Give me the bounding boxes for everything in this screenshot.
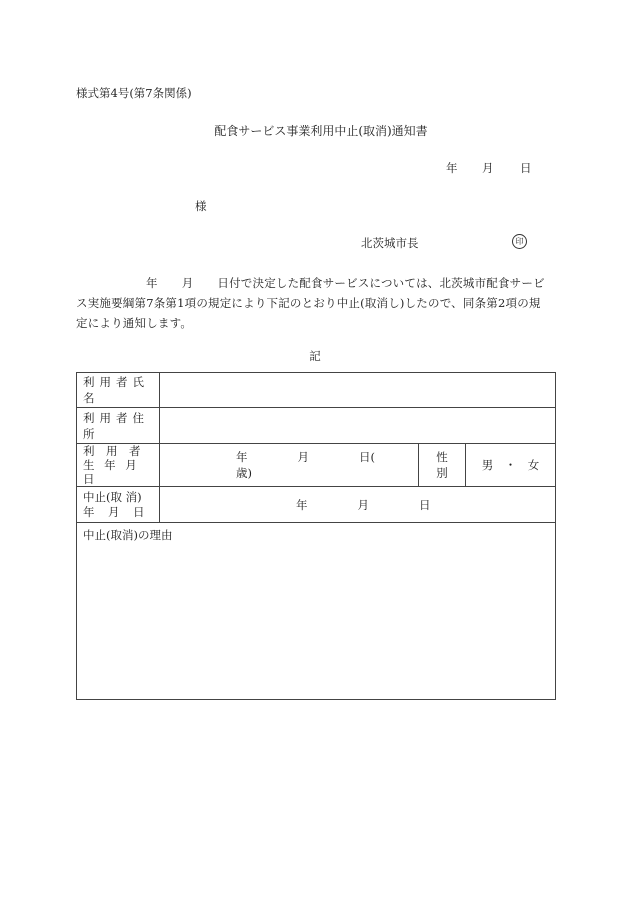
user-address-field[interactable] — [160, 408, 556, 444]
document-title: 配食サービス事業利用中止(取消)通知書 — [214, 124, 428, 138]
body-date-year: 年 — [146, 276, 158, 290]
table-row — [77, 444, 556, 487]
birthdate-label-line2: 生 年 月 日 — [83, 458, 140, 486]
table-row — [77, 523, 556, 700]
body-date-month: 月 — [181, 276, 194, 290]
addressee-suffix: 様 — [195, 199, 207, 213]
issue-date-year: 年 — [446, 161, 458, 175]
table-row — [77, 373, 556, 408]
birth-day-age: 日( 歳) — [236, 450, 398, 480]
gender-field[interactable]: 男 ・ 女 — [466, 444, 556, 487]
table-row — [77, 408, 556, 444]
stop-month: 月 — [357, 497, 369, 512]
issue-date-month: 月 — [482, 161, 494, 175]
gender-label: 性 別 — [419, 444, 466, 487]
issue-date — [446, 160, 532, 176]
seal-mark: 印 — [512, 234, 527, 249]
issue-date-day: 日 — [520, 161, 532, 175]
stop-date-label-line2: 年 月 日 — [83, 504, 146, 519]
reason-field[interactable] — [77, 523, 556, 700]
stop-day: 日 — [419, 497, 431, 512]
stop-date-label-line1: 中止(取 消) — [83, 489, 142, 504]
body-text: 日付で決定した配食サービスについては、北茨城市配食サービス実施要綱第7条第1項の規定により下記のとおり中止(取消し)したので、同条第2項の規定により通知します。 — [76, 276, 545, 330]
birthdate-field[interactable] — [160, 444, 419, 487]
user-name-field[interactable] — [160, 373, 556, 408]
birth-year: 年 — [236, 450, 248, 464]
issuer-name: 北茨城市長 — [361, 236, 419, 250]
reason-label: 中止(取消)の理由 — [83, 528, 173, 542]
stop-date-label — [77, 487, 160, 523]
user-address-label: 利用者住所 — [77, 408, 160, 444]
birthdate-label — [77, 444, 160, 487]
form-number: 様式第4号(第7条関係) — [76, 86, 192, 100]
birthdate-label-line1: 利 用 者 — [83, 444, 141, 458]
ki-heading: 記 — [309, 349, 321, 363]
birth-month: 月 — [297, 450, 309, 464]
user-name-label: 利用者氏名 — [77, 373, 160, 408]
notice-body — [76, 273, 552, 333]
notice-form-table — [76, 372, 556, 700]
stop-date-field[interactable] — [160, 487, 556, 523]
stop-year: 年 — [296, 497, 308, 512]
table-row — [77, 487, 556, 523]
